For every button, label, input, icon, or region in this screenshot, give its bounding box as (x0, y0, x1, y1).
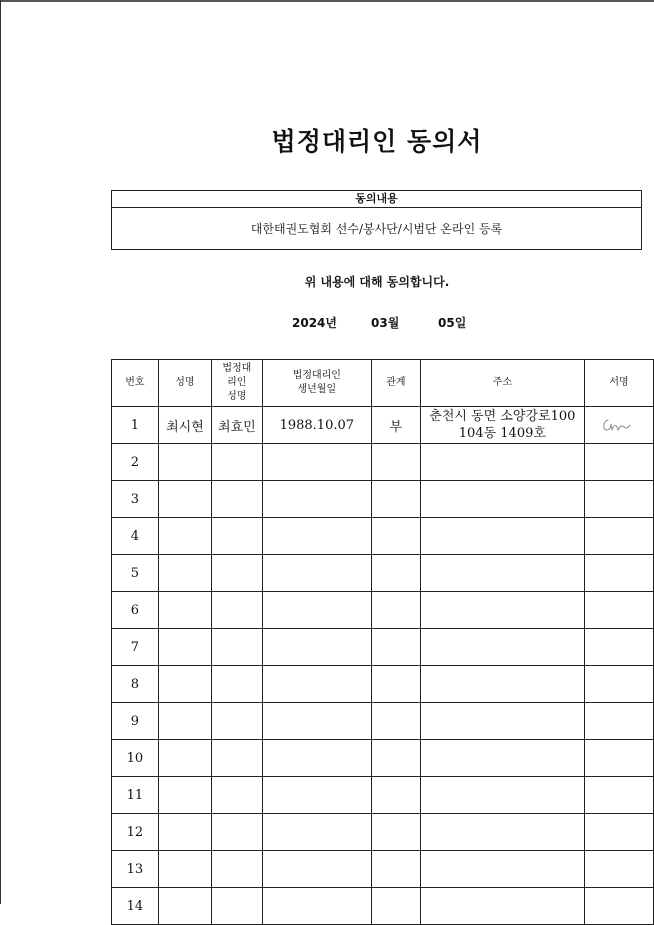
document-title: 법정대리인 동의서 (271, 127, 483, 156)
signature-image (599, 415, 639, 435)
table-row (112, 666, 654, 703)
cell-no: 9 (112, 703, 159, 740)
consent-box (111, 190, 642, 250)
header-guardian-name: 법정대 리인 성명 (212, 360, 262, 407)
table-row (112, 851, 654, 888)
cell-guardian-name: 최효민 (212, 407, 262, 444)
header-name: 성명 (158, 360, 211, 407)
table-row (112, 629, 654, 666)
table-row (112, 407, 654, 444)
guardian-table (111, 359, 654, 925)
cell-no: 5 (112, 555, 159, 592)
cell-signature (585, 407, 654, 444)
table-row (112, 814, 654, 851)
agree-statement: 위 내용에 대해 동의합니다. (304, 275, 450, 289)
cell-address: 춘천시 동면 소양강로100 104동 1409호 (420, 407, 585, 444)
header-relation: 관계 (372, 360, 421, 407)
table-row (112, 481, 654, 518)
cell-no: 6 (112, 592, 159, 629)
table-row (112, 888, 654, 925)
table-row (112, 703, 654, 740)
table-row (112, 555, 654, 592)
table-row (112, 777, 654, 814)
consent-content: 대한태권도협회 선수/봉사단/시범단 온라인 등록 (250, 222, 503, 236)
header-guardian-birth: 법정대리인 생년월일 (262, 360, 372, 407)
cell-no: 8 (112, 666, 159, 703)
cell-no: 10 (112, 740, 159, 777)
table-header-row (112, 360, 654, 407)
cell-no: 7 (112, 629, 159, 666)
cell-no: 12 (112, 814, 159, 851)
viewer-top-border (0, 0, 654, 2)
cell-no: 4 (112, 518, 159, 555)
cell-no: 11 (112, 777, 159, 814)
cell-no: 13 (112, 851, 159, 888)
cell-name: 최시현 (158, 407, 211, 444)
cell-no: 14 (112, 888, 159, 925)
table-row (112, 740, 654, 777)
date-year: 2024년 (292, 316, 337, 330)
cell-no: 3 (112, 481, 159, 518)
date-month: 03월 (371, 316, 400, 330)
cell-no: 1 (112, 407, 159, 444)
table-row (112, 592, 654, 629)
header-address: 주소 (420, 360, 585, 407)
cell-relation: 부 (372, 407, 421, 444)
table-row (112, 444, 654, 481)
header-signature: 서명 (585, 360, 654, 407)
consent-header: 동의내용 (112, 191, 641, 208)
table-row (112, 518, 654, 555)
date-day: 05일 (438, 316, 467, 330)
cell-guardian-birth: 1988.10.07 (262, 407, 372, 444)
header-no: 번호 (112, 360, 159, 407)
cell-no: 2 (112, 444, 159, 481)
